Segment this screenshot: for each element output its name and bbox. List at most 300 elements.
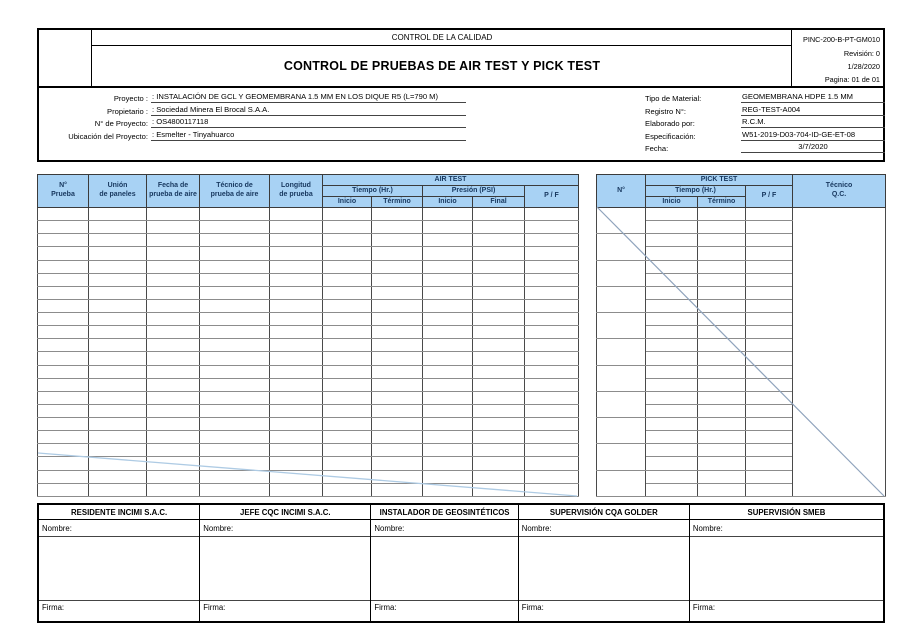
pick-test-empty-cell bbox=[646, 208, 698, 221]
air-test-empty-cell bbox=[270, 260, 323, 273]
air-test-empty-cell bbox=[323, 326, 372, 339]
air-test-empty-cell bbox=[423, 431, 473, 444]
pick-test-num-cell bbox=[597, 339, 646, 365]
pick-test-empty-cell bbox=[646, 339, 698, 352]
air-test-empty-cell bbox=[323, 221, 372, 234]
air-test-empty-cell bbox=[147, 391, 200, 404]
air-test-empty-cell bbox=[89, 444, 147, 457]
air-test-empty-cell bbox=[38, 483, 89, 496]
signature-space bbox=[519, 537, 689, 600]
air-test-empty-cell bbox=[38, 418, 89, 431]
air-test-empty-cell bbox=[473, 378, 525, 391]
air-test-empty-cell bbox=[89, 221, 147, 234]
air-test-empty-cell bbox=[89, 352, 147, 365]
pick-test-empty-cell bbox=[746, 208, 793, 221]
air-test-empty-cell bbox=[323, 286, 372, 299]
name-field: Nombre: bbox=[371, 520, 517, 537]
info-row bbox=[42, 91, 466, 103]
document-header bbox=[37, 28, 885, 88]
air-test-empty-cell bbox=[38, 313, 89, 326]
air-test-empty-cell bbox=[200, 247, 270, 260]
air-test-empty-cell bbox=[270, 273, 323, 286]
air-test-empty-cell bbox=[270, 299, 323, 312]
info-row bbox=[42, 116, 466, 128]
air-test-empty-cell bbox=[38, 378, 89, 391]
air-test-empty-cell bbox=[423, 286, 473, 299]
air-test-empty-cell bbox=[270, 431, 323, 444]
air-test-empty-cell bbox=[200, 313, 270, 326]
air-test-empty-cell bbox=[473, 273, 525, 286]
air-test-empty-cell bbox=[323, 418, 372, 431]
pick-test-empty-cell bbox=[646, 418, 698, 431]
pick-test-empty-cell bbox=[646, 391, 698, 404]
air-test-empty-cell bbox=[372, 365, 423, 378]
air-test-empty-cell bbox=[525, 313, 579, 326]
col-header-inicio: Inicio bbox=[646, 197, 698, 208]
air-test-empty-cell bbox=[200, 483, 270, 496]
air-test-empty-cell bbox=[423, 378, 473, 391]
air-test-empty-cell bbox=[473, 208, 525, 221]
air-test-empty-cell bbox=[270, 339, 323, 352]
air-test-empty-cell bbox=[200, 208, 270, 221]
air-test-empty-cell bbox=[473, 418, 525, 431]
air-test-empty-cell bbox=[372, 286, 423, 299]
air-test-empty-cell bbox=[423, 260, 473, 273]
air-test-empty-cell bbox=[423, 313, 473, 326]
air-test-empty-cell bbox=[200, 234, 270, 247]
air-test-empty-cell bbox=[147, 273, 200, 286]
signature-field: Firma: bbox=[519, 600, 689, 621]
air-test-empty-cell bbox=[372, 221, 423, 234]
pick-test-empty-cell bbox=[698, 391, 746, 404]
air-test-empty-cell bbox=[423, 273, 473, 286]
pick-test-empty-cell bbox=[698, 299, 746, 312]
pick-test-empty-cell bbox=[698, 339, 746, 352]
pick-test-empty-cell bbox=[646, 286, 698, 299]
air-test-empty-cell bbox=[473, 247, 525, 260]
air-test-empty-cell bbox=[525, 208, 579, 221]
air-test-empty-cell bbox=[89, 418, 147, 431]
col-header-union: Unión de paneles bbox=[89, 175, 147, 208]
name-field: Nombre: bbox=[200, 520, 370, 537]
air-test-empty-cell bbox=[372, 457, 423, 470]
air-test-empty-cell bbox=[323, 404, 372, 417]
air-test-empty-cell bbox=[147, 247, 200, 260]
air-test-empty-cell bbox=[423, 444, 473, 457]
doc-revision: Revisión: 0 bbox=[843, 49, 880, 58]
info-row bbox=[645, 128, 885, 140]
air-test-empty-cell bbox=[147, 418, 200, 431]
pick-test-table-body bbox=[597, 208, 886, 497]
air-test-empty-cell bbox=[147, 457, 200, 470]
pick-test-num-cell bbox=[597, 286, 646, 312]
air-test-empty-cell bbox=[473, 299, 525, 312]
air-test-empty-cell bbox=[525, 470, 579, 483]
air-test-empty-cell bbox=[270, 234, 323, 247]
specification-value: W51-2019-D03-704-ID-GE-ET-08 bbox=[741, 130, 885, 141]
air-test-empty-cell bbox=[372, 326, 423, 339]
air-test-empty-cell bbox=[423, 457, 473, 470]
air-test-empty-cell bbox=[323, 365, 372, 378]
air-test-empty-cell bbox=[473, 457, 525, 470]
group-header-pick-test: PICK TEST bbox=[646, 175, 793, 186]
air-test-empty-cell bbox=[38, 431, 89, 444]
air-test-empty-cell bbox=[270, 326, 323, 339]
air-test-empty-cell bbox=[147, 326, 200, 339]
pick-test-empty-cell bbox=[646, 273, 698, 286]
info-label: Registro N°: bbox=[645, 106, 687, 116]
air-test-empty-cell bbox=[323, 247, 372, 260]
material-value: GEOMEMBRANA HDPE 1.5 MM bbox=[741, 92, 885, 103]
doc-code: PINC-200-B-PT-GM010 bbox=[802, 35, 880, 44]
pick-test-empty-cell bbox=[746, 273, 793, 286]
air-test-empty-cell bbox=[89, 378, 147, 391]
owner-value: : Sociedad Minera El Brocal S.A.A. bbox=[151, 105, 466, 116]
signature-space bbox=[200, 537, 370, 600]
date-value: 3/7/2020 bbox=[741, 142, 885, 153]
col-header-inicio: Inicio bbox=[323, 197, 372, 208]
air-test-empty-cell bbox=[372, 483, 423, 496]
air-test-empty-cell bbox=[423, 352, 473, 365]
air-test-empty-cell bbox=[525, 365, 579, 378]
project-info-box bbox=[37, 88, 885, 162]
pick-test-empty-cell bbox=[698, 483, 746, 496]
pick-test-empty-cell bbox=[646, 352, 698, 365]
pick-test-empty-cell bbox=[746, 313, 793, 326]
air-test-empty-cell bbox=[89, 483, 147, 496]
pick-test-empty-cell bbox=[646, 404, 698, 417]
name-field: Nombre: bbox=[690, 520, 883, 537]
name-field: Nombre: bbox=[519, 520, 689, 537]
air-test-empty-cell bbox=[525, 444, 579, 457]
pick-test-empty-cell bbox=[746, 365, 793, 378]
pick-test-empty-cell bbox=[646, 457, 698, 470]
pick-test-empty-cell bbox=[746, 404, 793, 417]
pick-test-empty-cell bbox=[698, 431, 746, 444]
col-header-fecha: Fecha de prueba de aire bbox=[147, 175, 200, 208]
air-test-empty-cell bbox=[525, 418, 579, 431]
air-test-empty-cell bbox=[525, 431, 579, 444]
air-test-table-body bbox=[38, 208, 579, 497]
air-test-empty-cell bbox=[423, 418, 473, 431]
col-header-final: Final bbox=[473, 197, 525, 208]
air-test-empty-cell bbox=[38, 208, 89, 221]
name-field: Nombre: bbox=[39, 520, 199, 537]
air-test-empty-cell bbox=[423, 365, 473, 378]
pick-test-empty-cell bbox=[746, 470, 793, 483]
pick-test-num-cell bbox=[597, 391, 646, 417]
air-test-empty-cell bbox=[200, 273, 270, 286]
air-test-empty-cell bbox=[89, 299, 147, 312]
pick-test-num-cell bbox=[597, 444, 646, 470]
air-test-empty-cell bbox=[38, 457, 89, 470]
air-test-empty-cell bbox=[372, 352, 423, 365]
info-label: Especificación: bbox=[645, 131, 696, 141]
air-test-empty-cell bbox=[372, 208, 423, 221]
air-test-empty-cell bbox=[38, 470, 89, 483]
pick-test-num-cell bbox=[597, 418, 646, 444]
air-test-empty-cell bbox=[323, 313, 372, 326]
air-test-empty-cell bbox=[473, 339, 525, 352]
air-test-empty-cell bbox=[38, 234, 89, 247]
air-test-empty-cell bbox=[89, 470, 147, 483]
air-test-empty-cell bbox=[525, 273, 579, 286]
group-header-presion: Presión (PSI) bbox=[423, 186, 525, 197]
pick-test-empty-cell bbox=[746, 260, 793, 273]
air-test-empty-cell bbox=[372, 260, 423, 273]
air-test-empty-cell bbox=[89, 404, 147, 417]
pick-test-empty-cell bbox=[746, 418, 793, 431]
pick-test-empty-cell bbox=[746, 286, 793, 299]
air-test-empty-cell bbox=[423, 234, 473, 247]
pick-test-empty-cell bbox=[746, 444, 793, 457]
info-row bbox=[645, 103, 885, 115]
air-test-empty-cell bbox=[200, 470, 270, 483]
air-test-empty-cell bbox=[473, 404, 525, 417]
air-test-empty-cell bbox=[323, 260, 372, 273]
pick-test-empty-cell bbox=[746, 391, 793, 404]
air-test-empty-cell bbox=[38, 352, 89, 365]
air-test-empty-cell bbox=[323, 339, 372, 352]
air-test-empty-cell bbox=[323, 444, 372, 457]
project-info-left bbox=[42, 91, 466, 141]
air-test-empty-cell bbox=[270, 313, 323, 326]
air-test-empty-cell bbox=[525, 391, 579, 404]
air-test-empty-cell bbox=[147, 365, 200, 378]
air-test-empty-cell bbox=[473, 260, 525, 273]
air-test-empty-cell bbox=[38, 444, 89, 457]
air-test-empty-cell bbox=[423, 483, 473, 496]
pick-test-empty-cell bbox=[646, 470, 698, 483]
air-test-empty-cell bbox=[200, 299, 270, 312]
pick-test-empty-cell bbox=[646, 365, 698, 378]
pick-test-num-cell bbox=[597, 208, 646, 234]
air-test-empty-cell bbox=[89, 286, 147, 299]
pick-test-empty-cell bbox=[698, 247, 746, 260]
pick-test-empty-cell bbox=[646, 313, 698, 326]
pick-test-empty-cell bbox=[698, 273, 746, 286]
signature-column-supervision-cqa bbox=[519, 505, 690, 621]
air-test-empty-cell bbox=[323, 378, 372, 391]
info-row bbox=[645, 91, 885, 103]
air-test-empty-cell bbox=[473, 352, 525, 365]
pick-test-empty-cell bbox=[698, 260, 746, 273]
air-test-empty-cell bbox=[89, 273, 147, 286]
air-test-empty-cell bbox=[38, 326, 89, 339]
air-test-empty-cell bbox=[323, 208, 372, 221]
air-test-empty-cell bbox=[38, 221, 89, 234]
air-test-empty-cell bbox=[270, 365, 323, 378]
air-test-empty-cell bbox=[423, 391, 473, 404]
info-row bbox=[645, 141, 885, 153]
pick-test-num-cell bbox=[597, 470, 646, 497]
pick-test-empty-cell bbox=[746, 378, 793, 391]
air-test-empty-cell bbox=[147, 339, 200, 352]
pick-test-empty-cell bbox=[646, 234, 698, 247]
info-label: Tipo de Material: bbox=[645, 94, 702, 104]
pick-test-empty-cell bbox=[746, 339, 793, 352]
air-test-empty-cell bbox=[270, 286, 323, 299]
pick-test-empty-cell bbox=[746, 352, 793, 365]
pick-test-empty-cell bbox=[746, 457, 793, 470]
air-test-empty-cell bbox=[270, 457, 323, 470]
air-test-empty-cell bbox=[270, 404, 323, 417]
air-test-empty-cell bbox=[372, 313, 423, 326]
air-test-empty-cell bbox=[38, 404, 89, 417]
air-test-empty-cell bbox=[38, 339, 89, 352]
signature-role: INSTALADOR DE GEOSINTÉTICOS bbox=[371, 505, 517, 520]
pick-test-empty-cell bbox=[646, 221, 698, 234]
air-test-empty-cell bbox=[147, 431, 200, 444]
signature-column-instalador bbox=[371, 505, 518, 621]
air-test-empty-cell bbox=[423, 247, 473, 260]
air-test-empty-cell bbox=[323, 483, 372, 496]
pick-test-num-cell bbox=[597, 313, 646, 339]
signature-field: Firma: bbox=[690, 600, 883, 621]
col-header-tecnico: Técnico de prueba de aire bbox=[200, 175, 270, 208]
air-test-empty-cell bbox=[38, 260, 89, 273]
signature-space bbox=[39, 537, 199, 600]
air-test-empty-cell bbox=[147, 260, 200, 273]
signature-column-jefe-cqc bbox=[200, 505, 371, 621]
air-test-empty-cell bbox=[89, 313, 147, 326]
signature-role: SUPERVISIÓN SMEB bbox=[690, 505, 883, 520]
air-test-empty-cell bbox=[38, 273, 89, 286]
air-test-empty-cell bbox=[270, 470, 323, 483]
air-test-empty-cell bbox=[525, 234, 579, 247]
pick-test-empty-cell bbox=[698, 365, 746, 378]
pick-test-empty-cell bbox=[646, 326, 698, 339]
pick-test-empty-cell bbox=[646, 431, 698, 444]
pick-test-empty-cell bbox=[698, 326, 746, 339]
project-info-right bbox=[645, 91, 885, 153]
pick-test-empty-cell bbox=[746, 431, 793, 444]
air-test-empty-cell bbox=[473, 431, 525, 444]
air-test-empty-cell bbox=[270, 378, 323, 391]
air-test-empty-cell bbox=[147, 444, 200, 457]
pick-test-table bbox=[596, 174, 886, 497]
air-test-empty-cell bbox=[200, 365, 270, 378]
air-test-empty-cell bbox=[372, 391, 423, 404]
col-header-inicio: Inicio bbox=[423, 197, 473, 208]
pick-test-num-cell bbox=[597, 234, 646, 260]
air-test-empty-cell bbox=[372, 404, 423, 417]
air-test-empty-cell bbox=[473, 470, 525, 483]
pick-test-empty-cell bbox=[698, 378, 746, 391]
air-test-empty-cell bbox=[525, 247, 579, 260]
pick-test-empty-cell bbox=[746, 247, 793, 260]
pick-test-empty-cell bbox=[698, 457, 746, 470]
air-test-empty-cell bbox=[473, 286, 525, 299]
air-test-empty-cell bbox=[200, 404, 270, 417]
air-test-empty-cell bbox=[423, 221, 473, 234]
info-label: Propietario : bbox=[107, 106, 148, 116]
info-row bbox=[42, 103, 466, 115]
air-test-empty-cell bbox=[147, 483, 200, 496]
air-test-empty-cell bbox=[270, 444, 323, 457]
document-meta bbox=[792, 30, 883, 86]
pick-test-empty-cell bbox=[646, 378, 698, 391]
air-test-empty-cell bbox=[525, 352, 579, 365]
air-test-empty-cell bbox=[89, 260, 147, 273]
air-test-empty-cell bbox=[525, 483, 579, 496]
air-test-empty-cell bbox=[89, 234, 147, 247]
air-test-empty-cell bbox=[372, 247, 423, 260]
pick-test-empty-cell bbox=[698, 286, 746, 299]
pick-test-empty-cell bbox=[698, 221, 746, 234]
air-test-empty-cell bbox=[473, 221, 525, 234]
air-test-empty-cell bbox=[473, 444, 525, 457]
air-test-empty-cell bbox=[147, 470, 200, 483]
pick-test-num-cell bbox=[597, 365, 646, 391]
signature-field: Firma: bbox=[39, 600, 199, 621]
info-label: N° de Proyecto: bbox=[94, 119, 148, 129]
air-test-empty-cell bbox=[372, 470, 423, 483]
group-header-air-test: AIR TEST bbox=[323, 175, 579, 186]
info-label: Ubicación del Proyecto: bbox=[68, 131, 148, 141]
air-test-empty-cell bbox=[323, 391, 372, 404]
info-label: Elaborado por: bbox=[645, 119, 695, 129]
pick-test-empty-cell bbox=[698, 208, 746, 221]
pick-test-empty-cell bbox=[646, 247, 698, 260]
air-test-empty-cell bbox=[323, 352, 372, 365]
air-test-empty-cell bbox=[473, 391, 525, 404]
air-test-empty-cell bbox=[38, 365, 89, 378]
pick-test-empty-cell bbox=[698, 404, 746, 417]
air-test-table bbox=[37, 174, 579, 497]
air-test-empty-cell bbox=[525, 299, 579, 312]
air-test-empty-cell bbox=[270, 391, 323, 404]
air-test-empty-cell bbox=[38, 299, 89, 312]
air-test-empty-cell bbox=[473, 234, 525, 247]
col-header-tecnico-qc: Técnico Q.C. bbox=[793, 175, 886, 208]
air-test-empty-cell bbox=[372, 234, 423, 247]
air-test-empty-cell bbox=[423, 470, 473, 483]
location-value: : Esmelter - Tinyahuarco bbox=[151, 130, 466, 141]
air-test-empty-cell bbox=[147, 378, 200, 391]
air-test-empty-cell bbox=[473, 313, 525, 326]
air-test-empty-cell bbox=[372, 444, 423, 457]
air-test-empty-cell bbox=[147, 234, 200, 247]
air-test-empty-cell bbox=[89, 431, 147, 444]
air-test-empty-cell bbox=[423, 339, 473, 352]
signature-space bbox=[690, 537, 883, 600]
air-test-empty-cell bbox=[38, 391, 89, 404]
signature-field: Firma: bbox=[200, 600, 370, 621]
air-test-empty-cell bbox=[200, 352, 270, 365]
air-test-empty-cell bbox=[200, 391, 270, 404]
air-test-empty-cell bbox=[372, 273, 423, 286]
air-test-empty-cell bbox=[89, 457, 147, 470]
air-test-empty-cell bbox=[525, 221, 579, 234]
air-test-empty-cell bbox=[525, 457, 579, 470]
air-test-empty-cell bbox=[200, 378, 270, 391]
air-test-empty-cell bbox=[89, 208, 147, 221]
air-test-empty-cell bbox=[323, 299, 372, 312]
col-header-num: N° Prueba bbox=[38, 175, 89, 208]
air-test-empty-cell bbox=[423, 299, 473, 312]
air-test-empty-cell bbox=[270, 352, 323, 365]
air-test-empty-cell bbox=[473, 483, 525, 496]
air-test-empty-cell bbox=[270, 208, 323, 221]
pick-test-empty-cell bbox=[646, 299, 698, 312]
registry-value: REG-TEST-A004 bbox=[741, 105, 885, 116]
doc-date: 1/28/2020 bbox=[847, 62, 880, 71]
pick-test-empty-cell bbox=[698, 418, 746, 431]
title-area bbox=[92, 30, 792, 86]
signature-column-supervision-smeb bbox=[690, 505, 883, 621]
air-test-empty-cell bbox=[372, 339, 423, 352]
